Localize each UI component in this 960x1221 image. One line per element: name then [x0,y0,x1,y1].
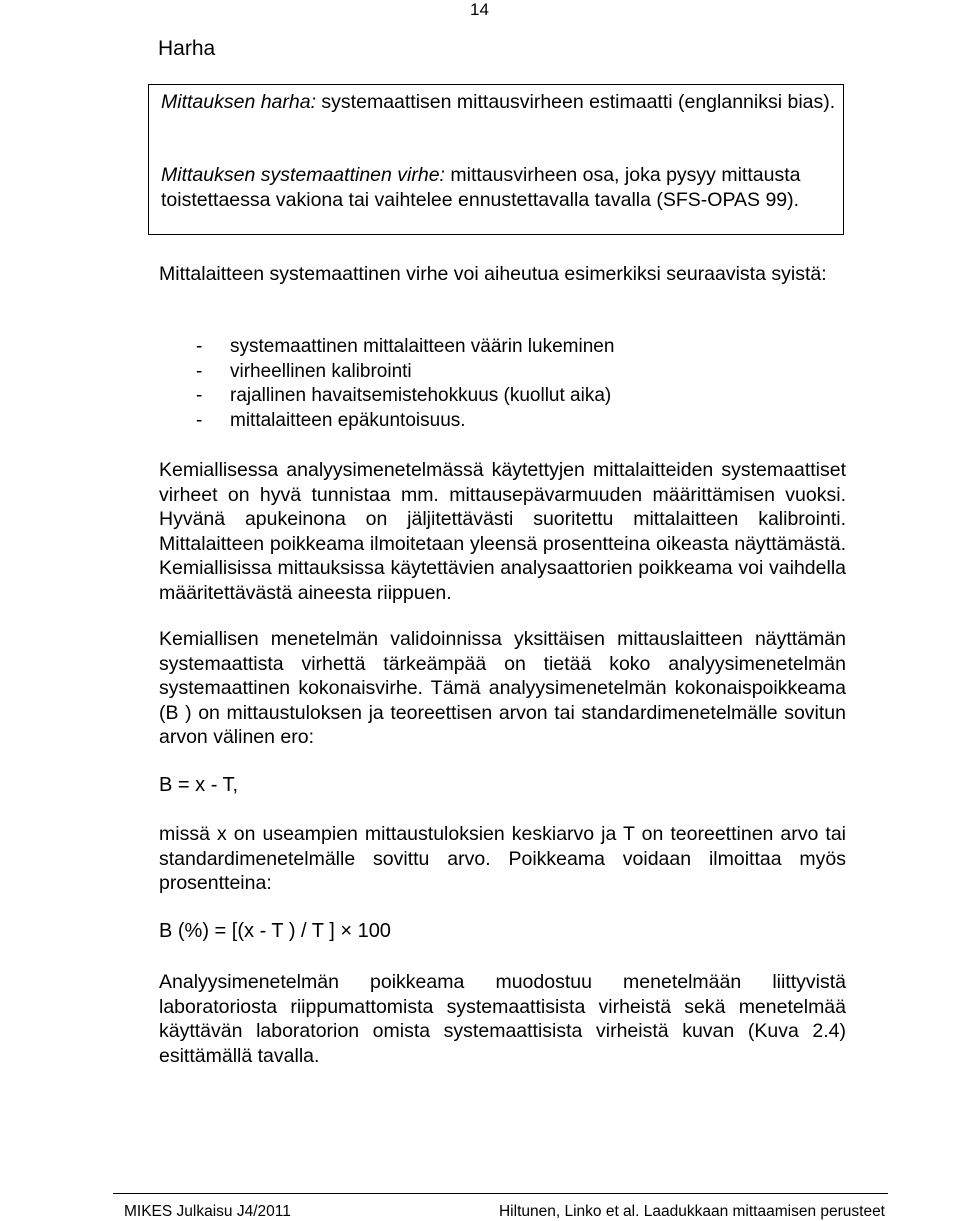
definition-term: Mittauksen systemaattinen virhe: [161,164,445,186]
section-heading: Harha [158,37,216,60]
footer-authors: Hiltunen, Linko et al. Laadukkaan mittaamisen perusteet [498,1203,885,1220]
footer-publication: MIKES Julkaisu J4/2011 [124,1203,291,1220]
formula-bias-percent: B (%) = [(x - T ) / T ] × 100 [159,920,391,942]
paragraph-where: missä x on useampien mittaustuloksien keskiarvo ja T on teoreettinen arvo tai standardimenetelmälle sovittu arvo. Poikkeama voidaan ilmoittaa myös prosentteina: [159,823,846,894]
intro-paragraph: Mittalaitteen systemaattinen virhe voi aiheutua esimerkiksi seuraavista syistä: [159,263,827,285]
definition-term: Mittauksen harha: [161,91,317,113]
definition-bias [161,90,845,115]
page-number: 14 [470,0,489,19]
paragraph-bias-sources: Analyysimenetelmän poikkeama muodostuu menetelmään liittyvistä laboratoriosta riippumattomista systemaattisista virheistä sekä menetelmää käyttävän laboratorion omista systemaattisista virheistä kuvan (Kuva 2.4) esittämällä tavalla. [159,971,846,1067]
paragraph-chemical-analysis: Kemiallisessa analyysimenetelmässä käytettyjen mittalaitteiden systemaattiset virheet on hyvä tunnistaa mm. mittausepävarmuuden määrittämisen vuoksi. Hyvänä apukeinona on jäljitettävästi suoritettu mittalaitteen kalibrointi. Mittalaitteen poikkeama ilmoitetaan yleensä prosentteina oikeasta näyttämästä. Kemiallisissa mittauksissa käytettävien analysaattorien poikkeama voi vaihdella määritettävästä aineesta riippuen. [159,459,846,604]
definition-text: systemaattisen mittausvirheen estimaatti (englanniksi bias). [316,91,836,113]
definition-text: mittausvirheen osa, joka pysyy mittausta toistettaessa vakiona tai vaihtelee ennustettavalla tavalla (SFS-OPAS 99). [161,164,801,211]
definition-box [148,84,844,235]
formula-bias: B = x - T, [159,774,239,796]
paragraph-validation: Kemiallisen menetelmän validoinnissa yksittäisen mittauslaitteen näyttämän systemaattista virhettä tärkeämpää on tietää koko analyysimenetelmän systemaattinen kokonaisvirhe. Tämä analyysimenetelmän kokonaispoikkeama (B ) on mittaustuloksen ja teoreettisen arvon tai standardimenetelmälle sovitun arvon välinen ero: [159,628,846,748]
footer-divider [113,1193,888,1194]
definition-systematic-error [161,163,845,212]
